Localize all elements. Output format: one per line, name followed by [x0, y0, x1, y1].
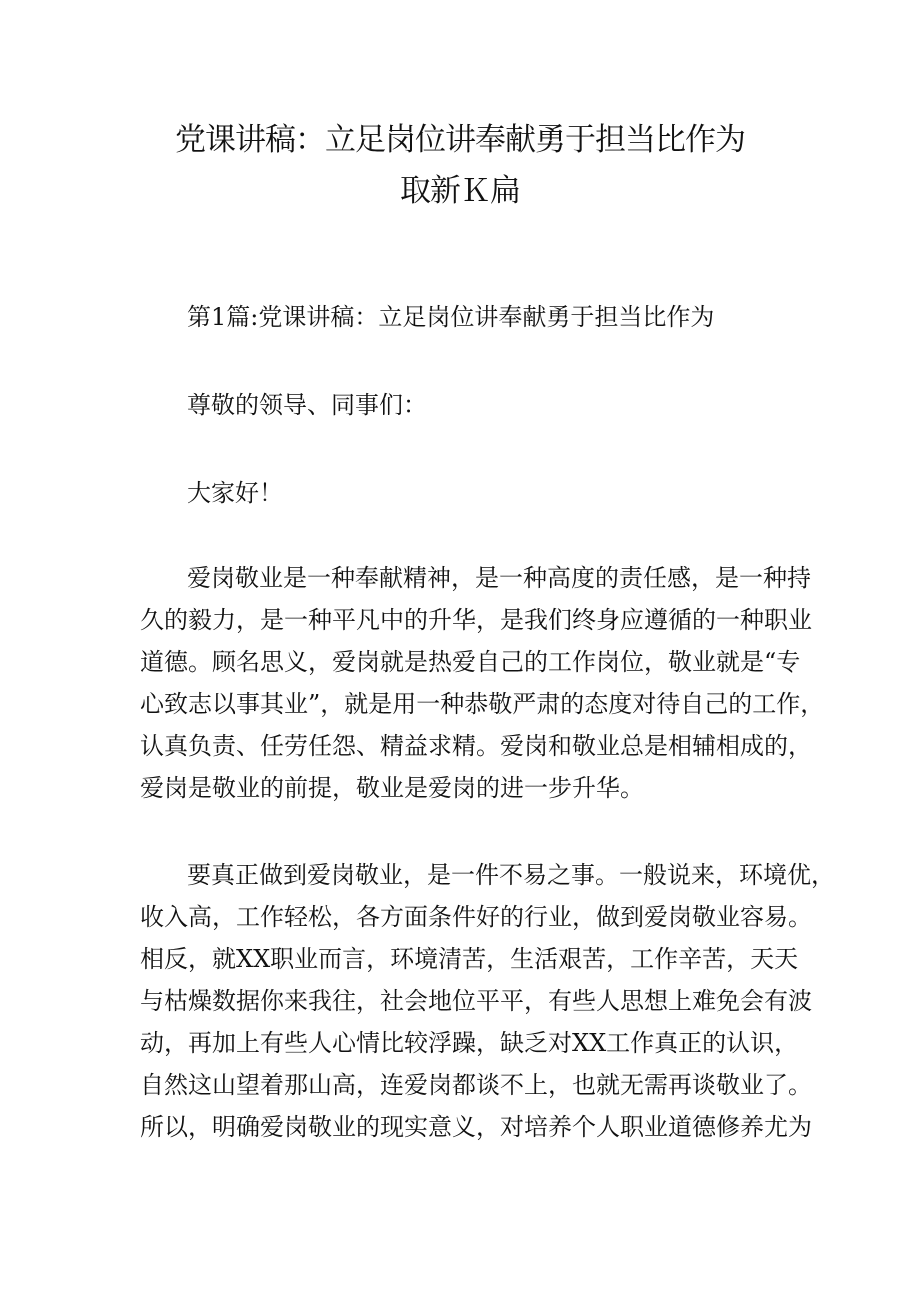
paragraph-2-line: 相反，就XX职业而言，环境清苦，生活艰苦，工作辛苦，天天 [140, 945, 799, 973]
paragraph-2-line: 收入高，工作轻松，各方面条件好的行业，做到爱岗敬业容易。 [140, 903, 812, 931]
paragraph-2-line: 动，再加上有些人心情比较浮躁，缺乏对XX工作真正的认识， [140, 1029, 799, 1057]
paragraph-1-line: 爱岗敬业是一种奉献精神，是一种高度的责任感，是一种持 [187, 564, 811, 592]
document-title-line-1: 党课讲稿：立足岗位讲奉献勇于担当比作为 [175, 122, 745, 158]
paragraph-2-line: 所以，明确爱岗敬业的现实意义，对培养个人职业道德修养尤为 [140, 1113, 812, 1141]
paragraph-2-line: 要真正做到爱岗敬业，是一件不易之事。一般说来，环境优， [187, 861, 835, 889]
paragraph-1-line: 心致志以事其业”，就是用一种恭敬严肃的态度对待自己的工作， [140, 690, 825, 718]
paragraph-1-line: 爱岗是敬业的前提，敬业是爱岗的进一步升华。 [140, 774, 644, 802]
paragraph-1-line: 认真负责、任劳任怨、精益求精。爱岗和敬业总是相辅相成的， [140, 732, 812, 760]
salutation: 尊敬的领导、同事们： [187, 391, 427, 419]
paragraph-2-line: 与枯燥数据你来我往，社会地位平平，有些人思想上难免会有波 [140, 987, 812, 1015]
paragraph-1-line: 久的毅力，是一种平凡中的升华，是我们终身应遵循的一种职业 [140, 606, 812, 634]
paragraph-1-line: 道德。顾名思义，爱岗就是热爱自己的工作岗位，敬业就是“专 [140, 648, 801, 676]
greeting: 大家好！ [187, 479, 283, 507]
paragraph-2-line: 自然这山望着那山高，连爱岗都谈不上，也就无需再谈敬业了。 [140, 1071, 812, 1099]
section-heading: 第1篇:党课讲稿：立足岗位讲奉献勇于担当比作为 [187, 303, 715, 331]
document-title-line-2: 取新Ｋ扁 [400, 173, 520, 209]
